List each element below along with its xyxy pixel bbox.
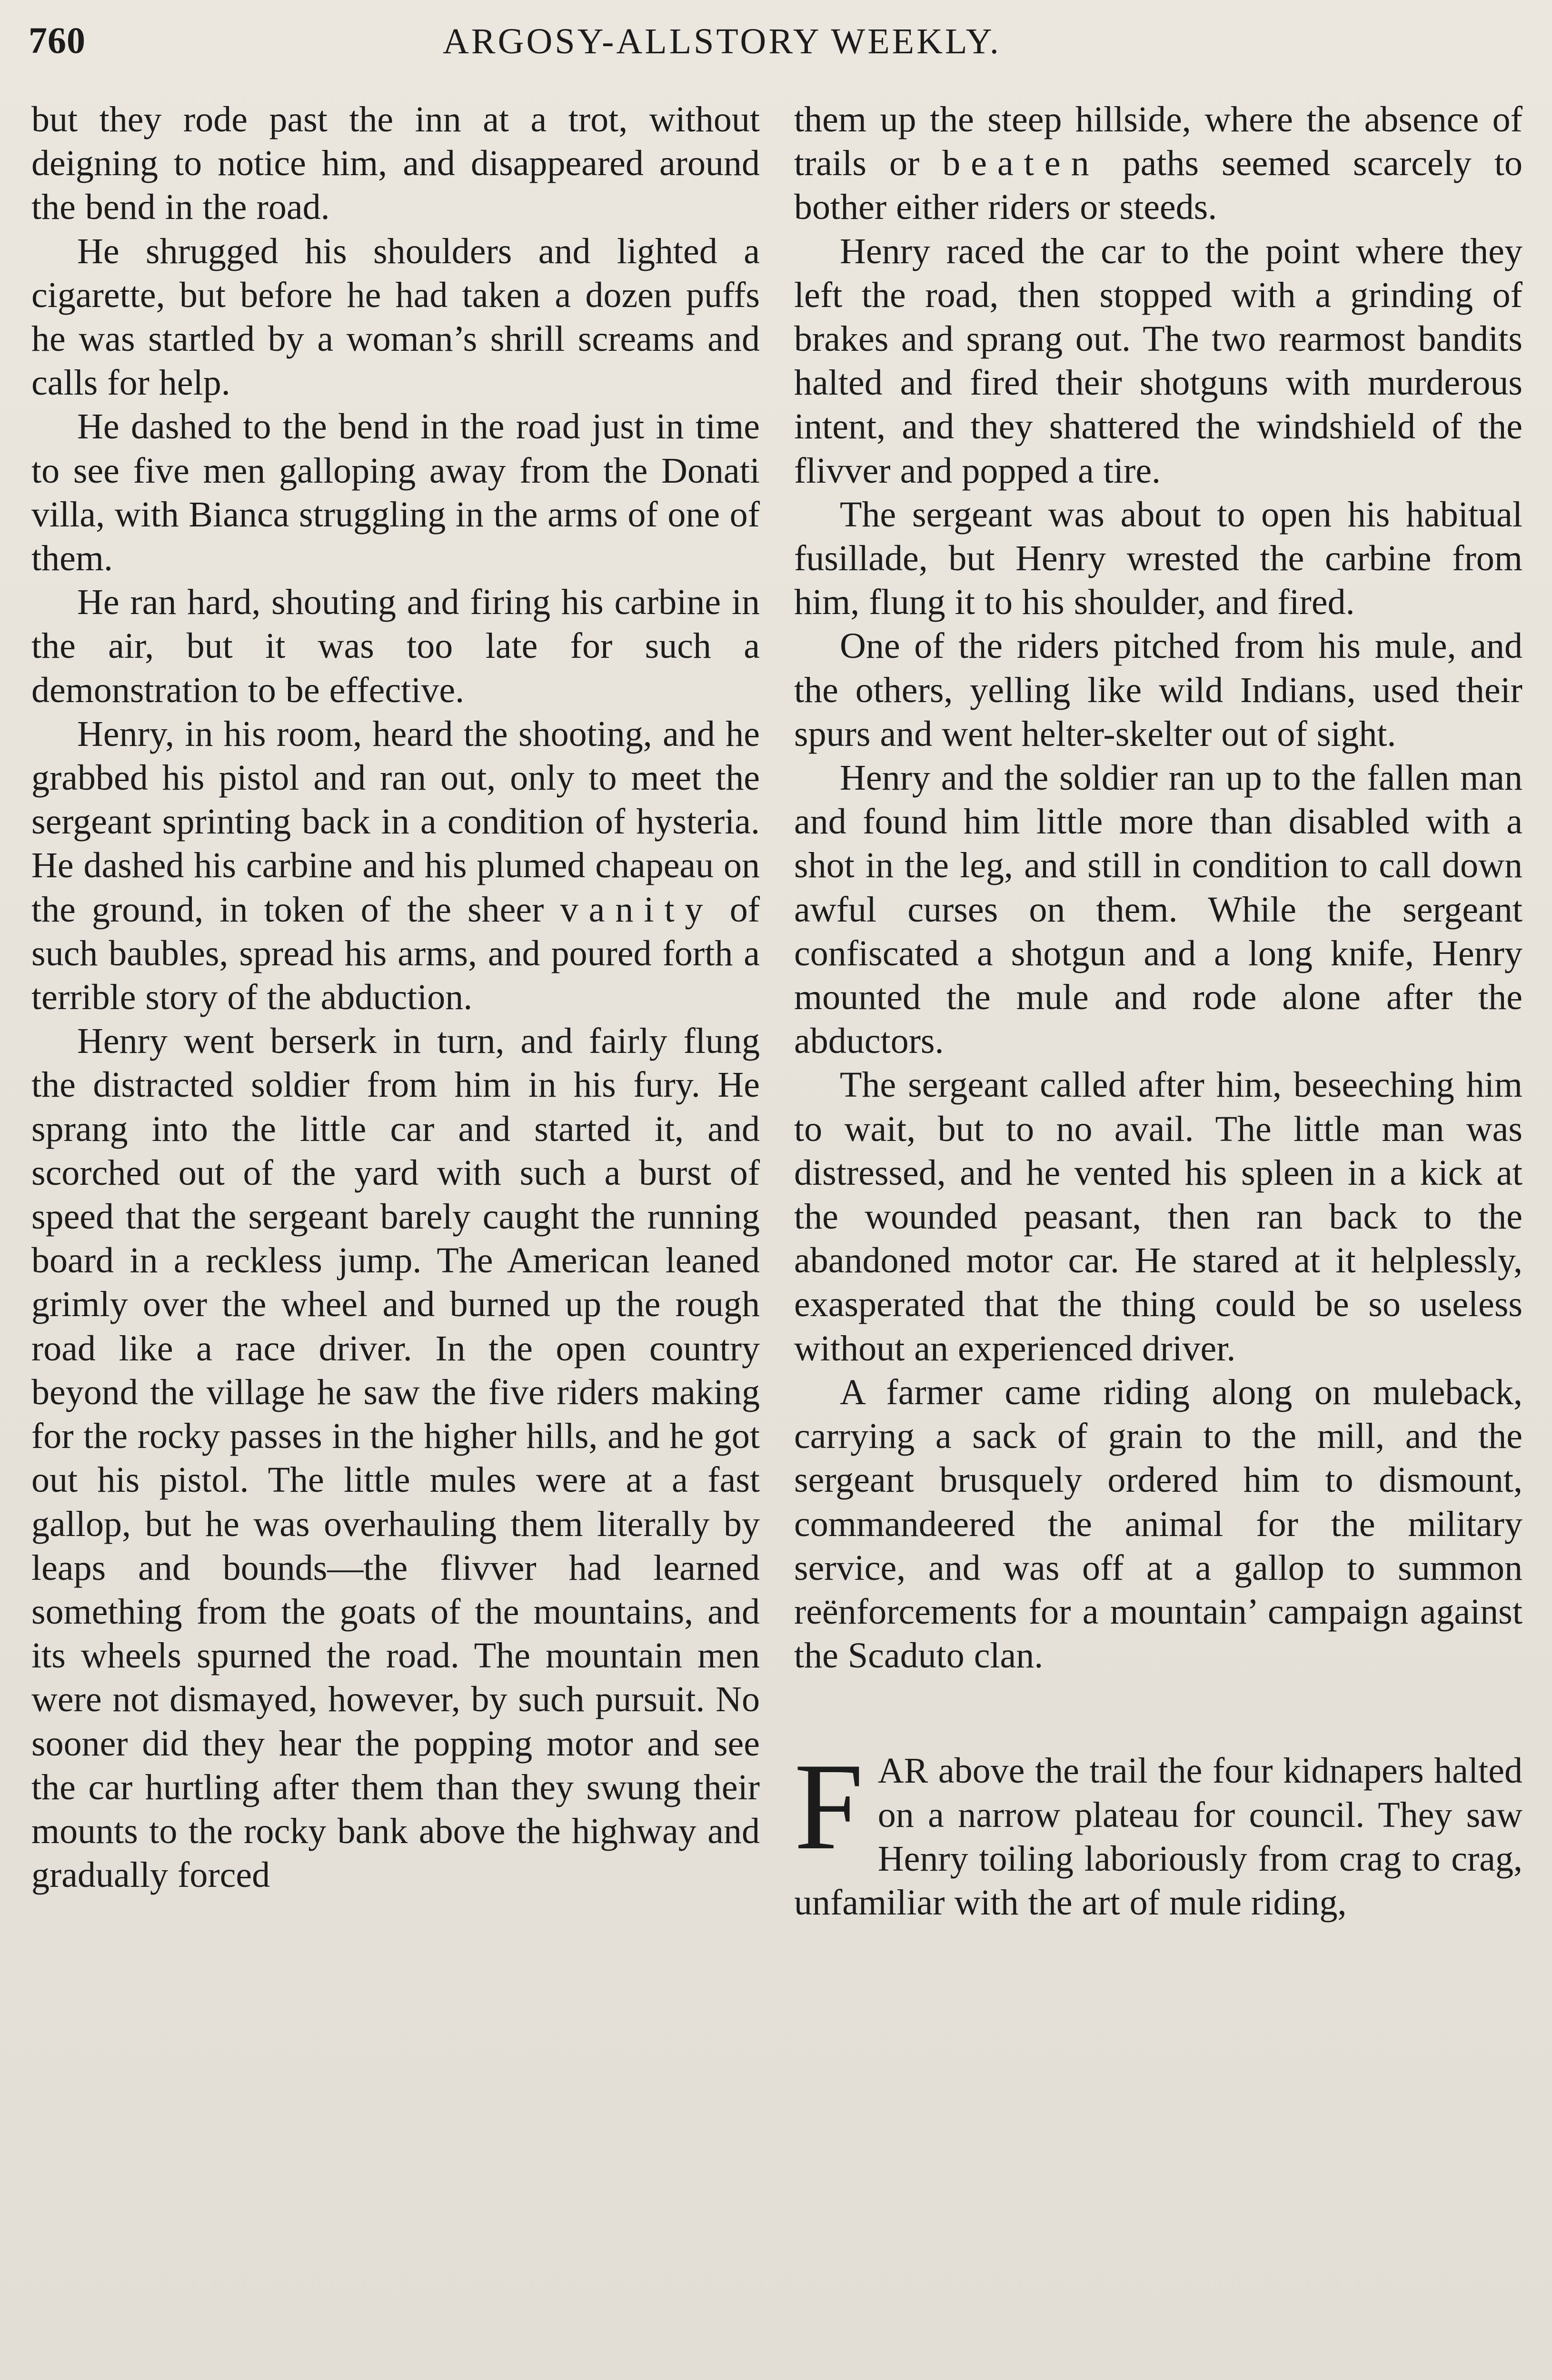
paragraph-text: AR above the trail the four kidnapers halted on a narrow plateau for council. They saw Henry toiling laboriously from crag to crag, unfamiliar with the art of mule riding, xyxy=(794,1751,1522,1923)
paragraph: A farmer came riding along on muleback, carrying a sack of grain to the mill, and the sergeant brusquely ordered him to dismount, commandeered the animal for the military service, and was off at a gallop to summon reënforcements for a mountain’ campaign against the Scaduto clan. xyxy=(794,1372,1522,1676)
right-column xyxy=(794,98,1522,1924)
paragraph: He ran hard, shouting and firing his carbine in the air, but it was too late for such a demonstration to be effective. xyxy=(31,582,760,710)
paragraph: Henry went berserk in turn, and fairly flung the distracted soldier from him in his fury. He sprang into the little car and started it, and scorched out of the yard with such a burst of speed that the sergeant barely caught the running board in a reckless jump. The American leaned grimly over the wheel and burned up the rough road like a race driver. In the open country beyond the village he saw the five riders making for the rocky passes in the higher hills, and he got out his pistol. The little mules were at a fast gallop, but he was overhauling them literally by leaps and bounds—the flivver had learned something from the goats of the mountains, and its wheels spurned the road. The mountain men were not dismayed, however, by such pursuit. No sooner did they hear the popping motor and see the car hurtling after them than they swung their mounts to the rocky bank above the highway and gradually forced xyxy=(31,1021,760,1895)
paragraph-text: Henry, in his room, heard the shooting, and he grabbed his pistol and ran out, only to meet the sergeant sprinting back in a condition of hysteria. He dashed his carbine and his plumed chapeau on the ground, in token of the sheer xyxy=(31,714,760,930)
paragraph: Henry raced the car to the point where they left the road, then stopped with a grinding of brakes and sprang out. The two rearmost bandits halted and fired their shotguns with murderous intent, and they shattered the windshield of the flivver and popped a tire. xyxy=(794,231,1522,491)
left-column xyxy=(31,98,760,1897)
drop-cap: F xyxy=(794,1737,864,1876)
paragraph: He dashed to the bend in the road just in time to see five men galloping away from the Donati villa, with Bianca struggling in the arms of one of them. xyxy=(31,407,760,579)
paragraph: The sergeant was about to open his habitual fusillade, but Henry wrested the carbine from him, flung it to his shoulder, and fired. xyxy=(794,494,1522,623)
running-title: ARGOSY-ALLSTORY WEEKLY. xyxy=(443,21,1001,61)
page-number: 760 xyxy=(29,20,86,61)
section-break xyxy=(794,1677,1522,1749)
paragraph: The sergeant called after him, beseeching him to wait, but to no avail. The little man was distressed, and he vented his spleen in a kick at the wounded peasant, then ran back to the abandoned motor car. He stared at it helplessly, exasperated that the thing could be so useless without an experienced driver. xyxy=(794,1065,1522,1368)
page-header xyxy=(29,19,1523,71)
paragraph: He shrugged his shoulders and lighted a cigarette, but before he had taken a dozen puffs he was startled by a woman’s shrill screams and calls for help. xyxy=(31,231,760,403)
paragraph-text: of such baubles, spread his arms, and poured forth a terrible story of the abduction. xyxy=(31,889,760,1018)
letterspaced-word: vanity xyxy=(560,889,714,930)
paragraph: but they rode past the inn at a trot, without deigning to notice him, and disappeared around the bend in the road. xyxy=(31,99,760,228)
paragraph: Henry and the soldier ran up to the fallen man and found him little more than disabled with a shot in the leg, and still in condition to call down awful curses on them. While the sergeant confiscated a shotgun and a long knife, Henry mounted the mule and rode alone after the abductors. xyxy=(794,758,1522,1061)
letterspaced-word: beaten xyxy=(942,143,1100,184)
paragraph-text: paths seemed scarcely to bother either riders or steeds. xyxy=(794,143,1522,228)
paragraph: One of the riders pitched from his mule, and the others, yelling like wild Indians, used their spurs and went helter-skelter out of sight. xyxy=(794,626,1522,754)
paragraph xyxy=(794,1737,1522,1924)
paragraph xyxy=(31,712,760,1019)
paragraph xyxy=(794,98,1522,229)
paragraph-text: them up the steep hillside, where the absence of trails or xyxy=(794,99,1522,184)
